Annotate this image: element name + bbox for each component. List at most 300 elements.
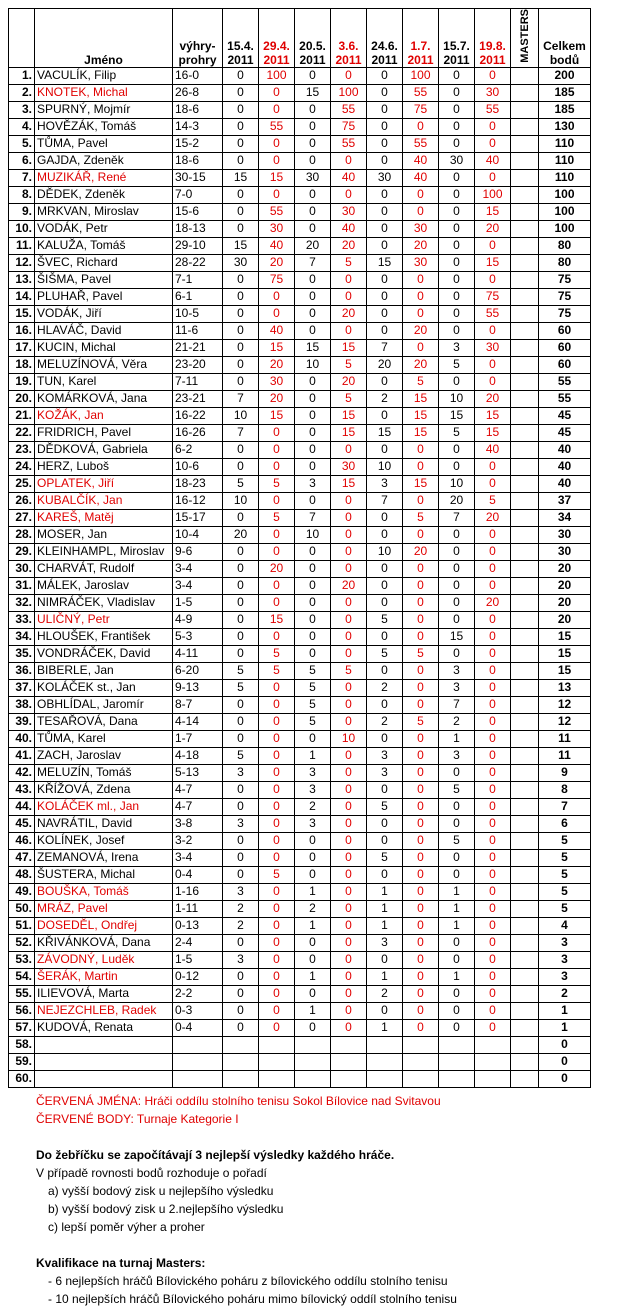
points-cell: 0: [223, 152, 259, 169]
wins-losses-cell: 4-14: [173, 713, 223, 730]
points-cell: 0: [295, 322, 331, 339]
total-cell: 2: [539, 985, 591, 1002]
points-cell: 0: [475, 475, 511, 492]
points-cell: 30: [331, 458, 367, 475]
rank-cell: 47.: [9, 849, 35, 866]
rank-cell: 9.: [9, 203, 35, 220]
rank-cell: 33.: [9, 611, 35, 628]
points-cell: 0: [475, 730, 511, 747]
points-cell: 20: [331, 373, 367, 390]
wins-losses-cell: 9-6: [173, 543, 223, 560]
points-cell: 5: [403, 373, 439, 390]
points-cell: 7: [439, 509, 475, 526]
player-name-cell: NIMRÁČEK, Vladislav: [35, 594, 173, 611]
total-cell: 37: [539, 492, 591, 509]
points-cell: 0: [367, 441, 403, 458]
points-cell: 10: [367, 543, 403, 560]
total-cell: 15: [539, 645, 591, 662]
player-name-cell: KNOTEK, Michal: [35, 84, 173, 101]
table-row: [9, 526, 591, 543]
rank-cell: 5.: [9, 135, 35, 152]
total-cell: 3: [539, 968, 591, 985]
points-cell: 2: [295, 900, 331, 917]
points-cell: [223, 1053, 259, 1070]
points-cell: 0: [223, 713, 259, 730]
masters-cell: [511, 577, 539, 594]
player-name-cell: ŠUSTERA, Michal: [35, 866, 173, 883]
points-cell: 3: [439, 747, 475, 764]
points-cell: 0: [403, 577, 439, 594]
points-cell: 0: [295, 152, 331, 169]
points-cell: 0: [331, 492, 367, 509]
points-cell: 0: [439, 373, 475, 390]
rank-cell: 16.: [9, 322, 35, 339]
points-cell: 5: [367, 798, 403, 815]
player-name-cell: TŮMA, Karel: [35, 730, 173, 747]
points-cell: 5: [403, 645, 439, 662]
points-cell: 0: [403, 305, 439, 322]
points-cell: 7: [223, 424, 259, 441]
total-cell: 110: [539, 152, 591, 169]
masters-cell: [511, 237, 539, 254]
date-header: 20.5. 2011: [295, 9, 331, 68]
points-cell: 75: [403, 101, 439, 118]
player-name-cell: KOLÁČEK st., Jan: [35, 679, 173, 696]
table-row: [9, 730, 591, 747]
points-cell: 5: [331, 356, 367, 373]
points-cell: 1: [439, 968, 475, 985]
points-cell: 0: [223, 458, 259, 475]
points-cell: 1: [367, 900, 403, 917]
qualification-rule-1: - 6 nejlepších hráčů Bílovického poháru z bílovického oddílu stolního tenisu: [48, 1274, 448, 1288]
table-row: [9, 543, 591, 560]
masters-cell: [511, 305, 539, 322]
points-cell: 55: [475, 101, 511, 118]
points-cell: 100: [403, 67, 439, 84]
table-row: [9, 645, 591, 662]
wins-losses-cell: 21-21: [173, 339, 223, 356]
points-cell: 20: [403, 237, 439, 254]
points-cell: 0: [223, 560, 259, 577]
points-cell: 0: [439, 203, 475, 220]
points-cell: 0: [439, 866, 475, 883]
rank-cell: 20.: [9, 390, 35, 407]
points-cell: 0: [367, 288, 403, 305]
points-cell: 0: [475, 798, 511, 815]
player-name-cell: HERZ, Luboš: [35, 458, 173, 475]
table-row: [9, 271, 591, 288]
player-name-cell: BIBERLE, Jan: [35, 662, 173, 679]
points-cell: 0: [439, 322, 475, 339]
points-cell: 20: [403, 543, 439, 560]
player-name-cell: KŘÍŽOVÁ, Zdena: [35, 781, 173, 798]
points-cell: 0: [475, 1019, 511, 1036]
points-cell: 15: [295, 84, 331, 101]
points-cell: 0: [439, 1002, 475, 1019]
player-name-cell: KOLÁČEK ml., Jan: [35, 798, 173, 815]
qualification-title: Kvalifikace na turnaj Masters:: [36, 1256, 206, 1270]
player-name-cell: KOMÁRKOVÁ, Jana: [35, 390, 173, 407]
points-cell: 1: [295, 747, 331, 764]
points-cell: 5: [439, 781, 475, 798]
player-name-cell: ULIČNÝ, Petr: [35, 611, 173, 628]
player-name-cell: KLEINHAMPL, Miroslav: [35, 543, 173, 560]
points-cell: 0: [295, 424, 331, 441]
points-cell: 0: [367, 84, 403, 101]
masters-cell: [511, 628, 539, 645]
rank-cell: 27.: [9, 509, 35, 526]
total-cell: 30: [539, 543, 591, 560]
points-cell: 15: [331, 424, 367, 441]
points-cell: 55: [259, 118, 295, 135]
masters-header: MASTERS: [511, 9, 539, 68]
total-cell: 5: [539, 900, 591, 917]
table-row: [9, 934, 591, 951]
points-cell: 0: [403, 849, 439, 866]
wins-losses-cell: 6-1: [173, 288, 223, 305]
player-name-cell: BOUŠKA, Tomáš: [35, 883, 173, 900]
points-cell: 5: [367, 611, 403, 628]
player-name-cell: PLUHAŘ, Pavel: [35, 288, 173, 305]
points-cell: 3: [295, 475, 331, 492]
total-cell: 40: [539, 458, 591, 475]
points-cell: 0: [331, 594, 367, 611]
table-row: [9, 237, 591, 254]
points-cell: 0: [403, 560, 439, 577]
player-name-cell: MELUZÍN, Tomáš: [35, 764, 173, 781]
points-cell: 0: [367, 220, 403, 237]
points-cell: 0: [295, 67, 331, 84]
table-row: [9, 713, 591, 730]
points-cell: [367, 1053, 403, 1070]
table-row: [9, 220, 591, 237]
player-name-cell: OBHLÍDAL, Jaromír: [35, 696, 173, 713]
points-cell: 0: [331, 764, 367, 781]
points-cell: 0: [259, 815, 295, 832]
points-cell: 55: [475, 305, 511, 322]
points-cell: 0: [331, 781, 367, 798]
player-name-cell: KUBALČÍK, Jan: [35, 492, 173, 509]
points-cell: 0: [295, 458, 331, 475]
points-cell: 0: [439, 220, 475, 237]
points-cell: 0: [223, 1019, 259, 1036]
points-cell: 0: [439, 934, 475, 951]
points-cell: 0: [475, 1002, 511, 1019]
masters-cell: [511, 679, 539, 696]
masters-cell: [511, 475, 539, 492]
masters-cell: [511, 1036, 539, 1053]
player-name-cell: ŠERÁK, Martin: [35, 968, 173, 985]
wins-losses-cell: 7-0: [173, 186, 223, 203]
wins-losses-cell: 29-10: [173, 237, 223, 254]
points-cell: 100: [331, 84, 367, 101]
points-cell: 0: [367, 271, 403, 288]
total-cell: 185: [539, 101, 591, 118]
points-cell: 0: [259, 985, 295, 1002]
points-cell: 0: [259, 186, 295, 203]
points-cell: 30: [475, 339, 511, 356]
points-cell: 0: [295, 543, 331, 560]
points-cell: 0: [295, 594, 331, 611]
masters-cell: [511, 713, 539, 730]
points-cell: 0: [475, 849, 511, 866]
red-points-note: ČERVENÉ BODY: Turnaje Kategorie I: [36, 1112, 239, 1126]
points-cell: 0: [331, 747, 367, 764]
points-cell: 40: [403, 169, 439, 186]
points-cell: 0: [475, 271, 511, 288]
points-cell: 0: [331, 849, 367, 866]
total-cell: 15: [539, 662, 591, 679]
date-header: 24.6. 2011: [367, 9, 403, 68]
points-cell: 0: [295, 645, 331, 662]
masters-cell: [511, 798, 539, 815]
rank-cell: 25.: [9, 475, 35, 492]
table-row: [9, 509, 591, 526]
points-cell: 5: [259, 509, 295, 526]
wins-losses-cell: 5-3: [173, 628, 223, 645]
points-cell: 0: [259, 288, 295, 305]
total-cell: 75: [539, 271, 591, 288]
points-cell: 0: [223, 203, 259, 220]
points-cell: 5: [331, 390, 367, 407]
table-row: [9, 577, 591, 594]
player-name-cell: DOSEDĚL, Ondřej: [35, 917, 173, 934]
masters-cell: [511, 594, 539, 611]
masters-cell: [511, 407, 539, 424]
table-row: [9, 747, 591, 764]
total-cell: 75: [539, 288, 591, 305]
player-name-cell: TUN, Karel: [35, 373, 173, 390]
points-cell: 7: [367, 492, 403, 509]
total-header: Celkem bodů: [539, 9, 591, 68]
total-cell: 200: [539, 67, 591, 84]
rank-cell: 8.: [9, 186, 35, 203]
player-name-cell: [35, 1070, 173, 1087]
points-cell: 15: [223, 169, 259, 186]
points-cell: 0: [367, 152, 403, 169]
masters-cell: [511, 849, 539, 866]
masters-cell: [511, 815, 539, 832]
points-cell: 0: [367, 696, 403, 713]
masters-cell: [511, 322, 539, 339]
points-cell: 5: [259, 475, 295, 492]
points-cell: 3: [367, 747, 403, 764]
points-cell: 0: [475, 747, 511, 764]
points-cell: 0: [439, 305, 475, 322]
table-row: [9, 152, 591, 169]
points-cell: 0: [475, 951, 511, 968]
points-cell: 75: [259, 271, 295, 288]
points-cell: [331, 1070, 367, 1087]
total-cell: 3: [539, 934, 591, 951]
points-cell: 30: [475, 84, 511, 101]
player-name-cell: KUDOVÁ, Renata: [35, 1019, 173, 1036]
points-cell: 0: [367, 866, 403, 883]
points-cell: 0: [331, 934, 367, 951]
points-cell: 0: [259, 424, 295, 441]
table-row: [9, 951, 591, 968]
points-cell: [331, 1053, 367, 1070]
points-cell: 3: [367, 764, 403, 781]
points-cell: 0: [403, 951, 439, 968]
points-cell: 20: [223, 526, 259, 543]
points-cell: 0: [475, 713, 511, 730]
rank-cell: 56.: [9, 1002, 35, 1019]
points-cell: 0: [223, 84, 259, 101]
points-cell: 0: [367, 560, 403, 577]
points-cell: 0: [259, 594, 295, 611]
points-cell: 0: [367, 594, 403, 611]
points-cell: 0: [403, 832, 439, 849]
points-cell: 0: [367, 662, 403, 679]
points-cell: 0: [403, 764, 439, 781]
points-cell: 0: [331, 713, 367, 730]
points-cell: 1: [367, 1019, 403, 1036]
points-cell: 5: [259, 866, 295, 883]
total-cell: 0: [539, 1053, 591, 1070]
points-cell: 0: [439, 237, 475, 254]
points-cell: 0: [475, 169, 511, 186]
masters-cell: [511, 526, 539, 543]
points-cell: 3: [439, 339, 475, 356]
points-cell: 0: [367, 407, 403, 424]
points-cell: 15: [259, 611, 295, 628]
wins-losses-cell: 0-4: [173, 866, 223, 883]
points-cell: 40: [475, 152, 511, 169]
points-cell: [295, 1053, 331, 1070]
points-cell: 0: [475, 560, 511, 577]
table-row: [9, 203, 591, 220]
rank-cell: 37.: [9, 679, 35, 696]
points-cell: 0: [223, 798, 259, 815]
masters-cell: [511, 271, 539, 288]
points-cell: 0: [331, 900, 367, 917]
player-name-cell: ŠIŠMA, Pavel: [35, 271, 173, 288]
points-cell: 0: [367, 832, 403, 849]
points-cell: 55: [331, 135, 367, 152]
points-cell: 0: [403, 526, 439, 543]
wins-losses-cell: 15-2: [173, 135, 223, 152]
wins-losses-cell: 2-2: [173, 985, 223, 1002]
points-cell: 0: [439, 67, 475, 84]
rank-cell: 1.: [9, 67, 35, 84]
points-cell: 0: [439, 611, 475, 628]
table-row: [9, 441, 591, 458]
points-cell: 0: [259, 747, 295, 764]
points-cell: 0: [439, 577, 475, 594]
points-cell: 0: [367, 135, 403, 152]
points-cell: 15: [475, 407, 511, 424]
points-cell: 0: [295, 118, 331, 135]
points-cell: 20: [475, 220, 511, 237]
table-row: [9, 424, 591, 441]
wins-losses-cell: 0-13: [173, 917, 223, 934]
total-cell: 185: [539, 84, 591, 101]
points-cell: [439, 1036, 475, 1053]
points-cell: 0: [403, 985, 439, 1002]
masters-cell: [511, 373, 539, 390]
points-cell: 3: [367, 934, 403, 951]
points-cell: 0: [295, 135, 331, 152]
points-cell: 0: [331, 441, 367, 458]
points-cell: 0: [475, 917, 511, 934]
points-cell: 15: [367, 254, 403, 271]
total-cell: 5: [539, 832, 591, 849]
total-cell: 130: [539, 118, 591, 135]
points-cell: 20: [331, 577, 367, 594]
player-name-cell: ZEMANOVÁ, Irena: [35, 849, 173, 866]
table-row: [9, 662, 591, 679]
points-cell: 15: [403, 407, 439, 424]
masters-cell: [511, 1019, 539, 1036]
total-cell: 110: [539, 169, 591, 186]
points-cell: 0: [331, 883, 367, 900]
points-cell: 0: [475, 67, 511, 84]
points-cell: 0: [439, 798, 475, 815]
points-cell: 0: [295, 934, 331, 951]
points-cell: 0: [295, 1019, 331, 1036]
rank-cell: 46.: [9, 832, 35, 849]
wins-losses-cell: 9-13: [173, 679, 223, 696]
table-row: [9, 322, 591, 339]
points-cell: 0: [223, 356, 259, 373]
points-cell: [331, 1036, 367, 1053]
player-name-cell: ZACH, Jaroslav: [35, 747, 173, 764]
masters-cell: [511, 254, 539, 271]
points-cell: 10: [295, 356, 331, 373]
points-cell: 0: [223, 730, 259, 747]
total-cell: 45: [539, 407, 591, 424]
player-name-cell: MRKVAN, Miroslav: [35, 203, 173, 220]
wins-losses-cell: 23-20: [173, 356, 223, 373]
player-name-cell: KOLÍNEK, Josef: [35, 832, 173, 849]
points-cell: 0: [223, 934, 259, 951]
points-cell: 0: [475, 934, 511, 951]
points-cell: 0: [223, 288, 259, 305]
points-cell: 0: [475, 866, 511, 883]
date-header: 19.8. 2011: [475, 9, 511, 68]
table-row: [9, 135, 591, 152]
points-cell: 1: [439, 883, 475, 900]
table-row: [9, 356, 591, 373]
points-cell: 20: [475, 509, 511, 526]
points-cell: 0: [475, 373, 511, 390]
rank-cell: 52.: [9, 934, 35, 951]
points-cell: 0: [475, 679, 511, 696]
points-cell: 0: [223, 577, 259, 594]
rank-cell: 22.: [9, 424, 35, 441]
points-cell: 10: [331, 730, 367, 747]
points-cell: 1: [295, 968, 331, 985]
player-name-cell: VODÁK, Jiří: [35, 305, 173, 322]
points-cell: 0: [331, 645, 367, 662]
points-cell: 3: [223, 764, 259, 781]
points-cell: 5: [439, 832, 475, 849]
rank-cell: 28.: [9, 526, 35, 543]
table-row: [9, 985, 591, 1002]
points-cell: 0: [439, 118, 475, 135]
rank-cell: 15.: [9, 305, 35, 322]
points-cell: 0: [403, 594, 439, 611]
points-cell: 0: [403, 900, 439, 917]
points-cell: 0: [439, 764, 475, 781]
points-cell: 20: [259, 560, 295, 577]
table-row: [9, 67, 591, 84]
points-cell: 5: [223, 662, 259, 679]
points-cell: 0: [367, 815, 403, 832]
points-cell: 0: [295, 186, 331, 203]
total-cell: 9: [539, 764, 591, 781]
